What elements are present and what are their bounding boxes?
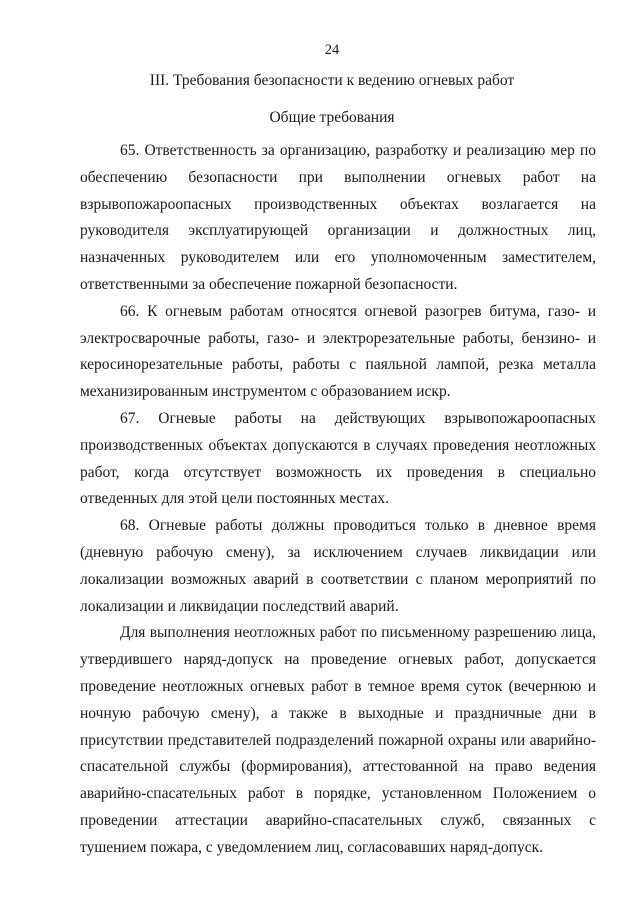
document-body [80,138,596,862]
paragraph-68: 68. Огневые работы должны проводиться только в дневное время (дневную рабочую смену), за исключением случаев ликвидации или локализации возможных аварий в соответствии с планом мероприятий по локализации и ликвидации последствий аварий. [80,517,596,615]
subsection-title: Общие требования [269,109,395,126]
section-title: III. Требования безопасности к ведению огневых работ [149,72,515,89]
paragraph-65: 65. Ответственность за организацию, разработку и реализацию мер по обеспечению безопасности при выполнении огневых работ на взрывопожароопасных производственных объектах возлагается на руководителя эксплуатирующей организации и должностных лиц, назначенных руководителем или его уполномоченным заместителем, ответственными за обеспечение пожарной безопасности. [80,142,596,293]
page-number: 24 [324,42,340,58]
paragraph-66: 66. К огневым работам относятся огневой разогрев битума, газо- и электросварочные работы, газо- и электрорезательные работы, бензино- и керосинорезательные работы, работы с паяльной лампой, резка металла механизированным инструментом с образованием искр. [80,302,596,401]
paragraph-68-continuation: Для выполнения неотложных работ по письменному разрешению лица, утвердившего наряд-допуск на проведение огневых работ, допускается проведение неотложных огневых работ в темное время суток (вечернюю и ночную рабочую смену), а также в выходные и праздничные дни в присутствии представителей подразделений пожарной охраны или аварийно-спасательной службы (формирования), аттестованной на право ведения аварийно-спасательных работ в порядке, установленном Положением о проведении аттестации аварийно-спасательных служб, связанных с тушением пожара, с уведомлением лиц, согласовавших наряд-допуск. [80,624,596,856]
paragraph-67: 67. Огневые работы на действующих взрывопожароопасных производственных объектах допускаются в случаях проведения неотложных работ, когда отсутствует возможность их проведения в специально отведенных для этой цели постоянных местах. [80,409,596,508]
